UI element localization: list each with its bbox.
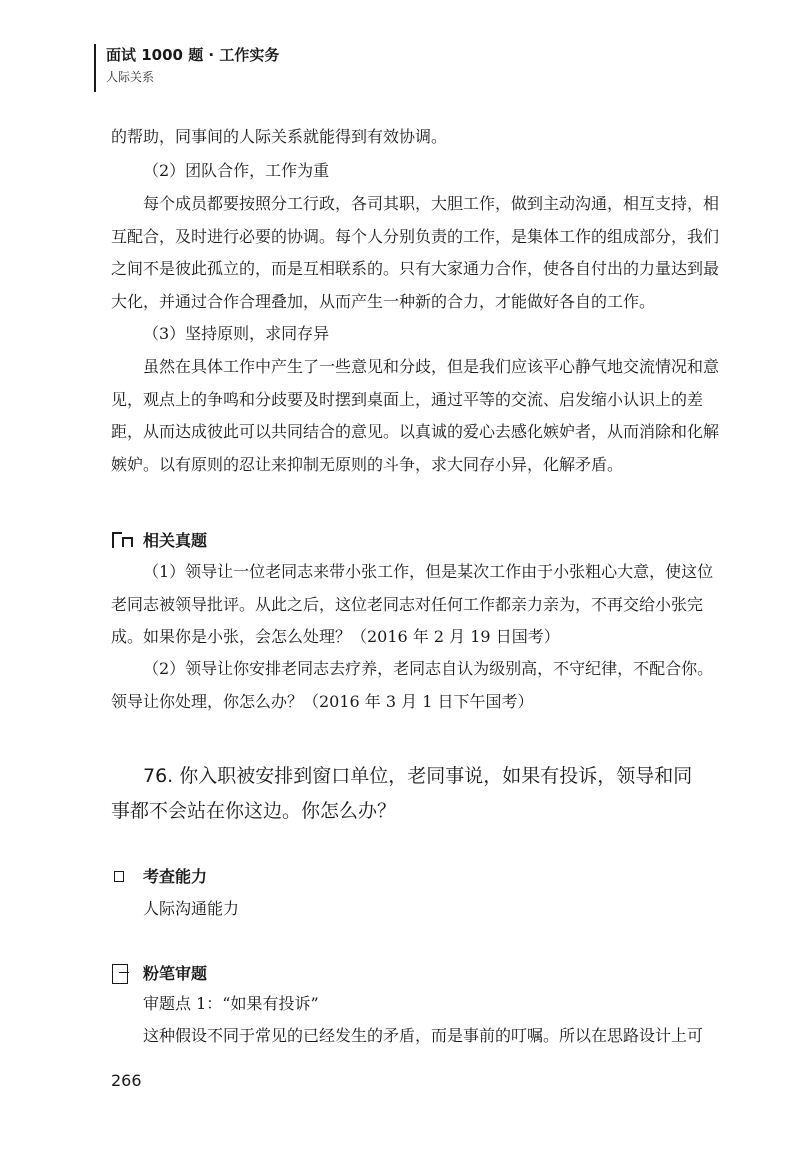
ability-section-heading <box>111 864 207 887</box>
related-section-heading <box>111 528 207 551</box>
review-point: 审题点 1：“如果有投诉” <box>143 994 319 1013</box>
book-title: 面试 1000 题 · 工作实务 <box>106 46 280 64</box>
related-heading-label: 相关真题 <box>143 531 208 550</box>
section-marker-icon <box>111 962 133 984</box>
related-item-1: （1）领导让一位老同志来带小张工作，但是某次工作由于小张粗心大意，使这位老同志被领导批评。从此之后，这位老同志对任何工作都亲力亲为，不再交给小张完成。如果你是小张，会怎么处理？（2016 年 2 月 19 日国考） <box>111 562 714 646</box>
chapter-subtitle: 人际关系 <box>106 70 155 84</box>
review-text: 这种假设不同于常见的已经发生的矛盾，而是事前的叮嘱。所以在思路设计上可 <box>143 1026 704 1045</box>
point-heading-2: （2）团队合作，工作为重 <box>143 161 330 180</box>
question-title: 76. 你入职被安排到窗口单位，老同事说，如果有投诉，领导和同事都不会站在你这边。你怎么办？ <box>111 765 693 822</box>
point-heading-3: （3）坚持原则，求同存异 <box>143 324 330 343</box>
review-section-heading <box>111 961 207 984</box>
point-body-2: 每个成员都要按照分工行政，各司其职，大胆工作，做到主动沟通，相互支持，相互配合，及时进行必要的协调。每个人分别负责的工作，是集体工作的组成部分，我们之间不是彼此孤立的，而是互相联系的。只有大家通力合作，使各自付出的力量达到最大化，并通过合作合理叠加，从而产生一种新的合力，才能做好各自的工作。 <box>111 194 720 311</box>
page-number: 266 <box>111 1071 142 1090</box>
section-marker-icon <box>111 865 133 887</box>
section-marker-icon <box>111 529 133 551</box>
continued-paragraph: 的帮助，同事间的人际关系就能得到有效协调。 <box>111 127 448 146</box>
ability-heading-label: 考查能力 <box>143 867 208 886</box>
ability-content: 人际沟通能力 <box>143 899 240 918</box>
related-item-2: （2）领导让你安排老同志去疗养，老同志自认为级别高，不守纪律，不配合你。领导让你处理，你怎么办？（2016 年 3 月 1 日下午国考） <box>111 659 714 711</box>
review-heading-label: 粉笔审题 <box>143 964 208 983</box>
point-body-3: 虽然在具体工作中产生了一些意见和分歧，但是我们应该平心静气地交流情况和意见，观点上的争鸣和分歧要及时摆到桌面上，通过平等的交流、启发缩小认识上的差距，从而达成彼此可以共同结合的意见。以真诚的爱心去感化嫉妒者，从而消除和化解嫉妒。以有原则的忍让来抑制无原则的斗争，求大同存小异，化解矛盾。 <box>111 357 720 474</box>
header-rule <box>94 44 96 92</box>
